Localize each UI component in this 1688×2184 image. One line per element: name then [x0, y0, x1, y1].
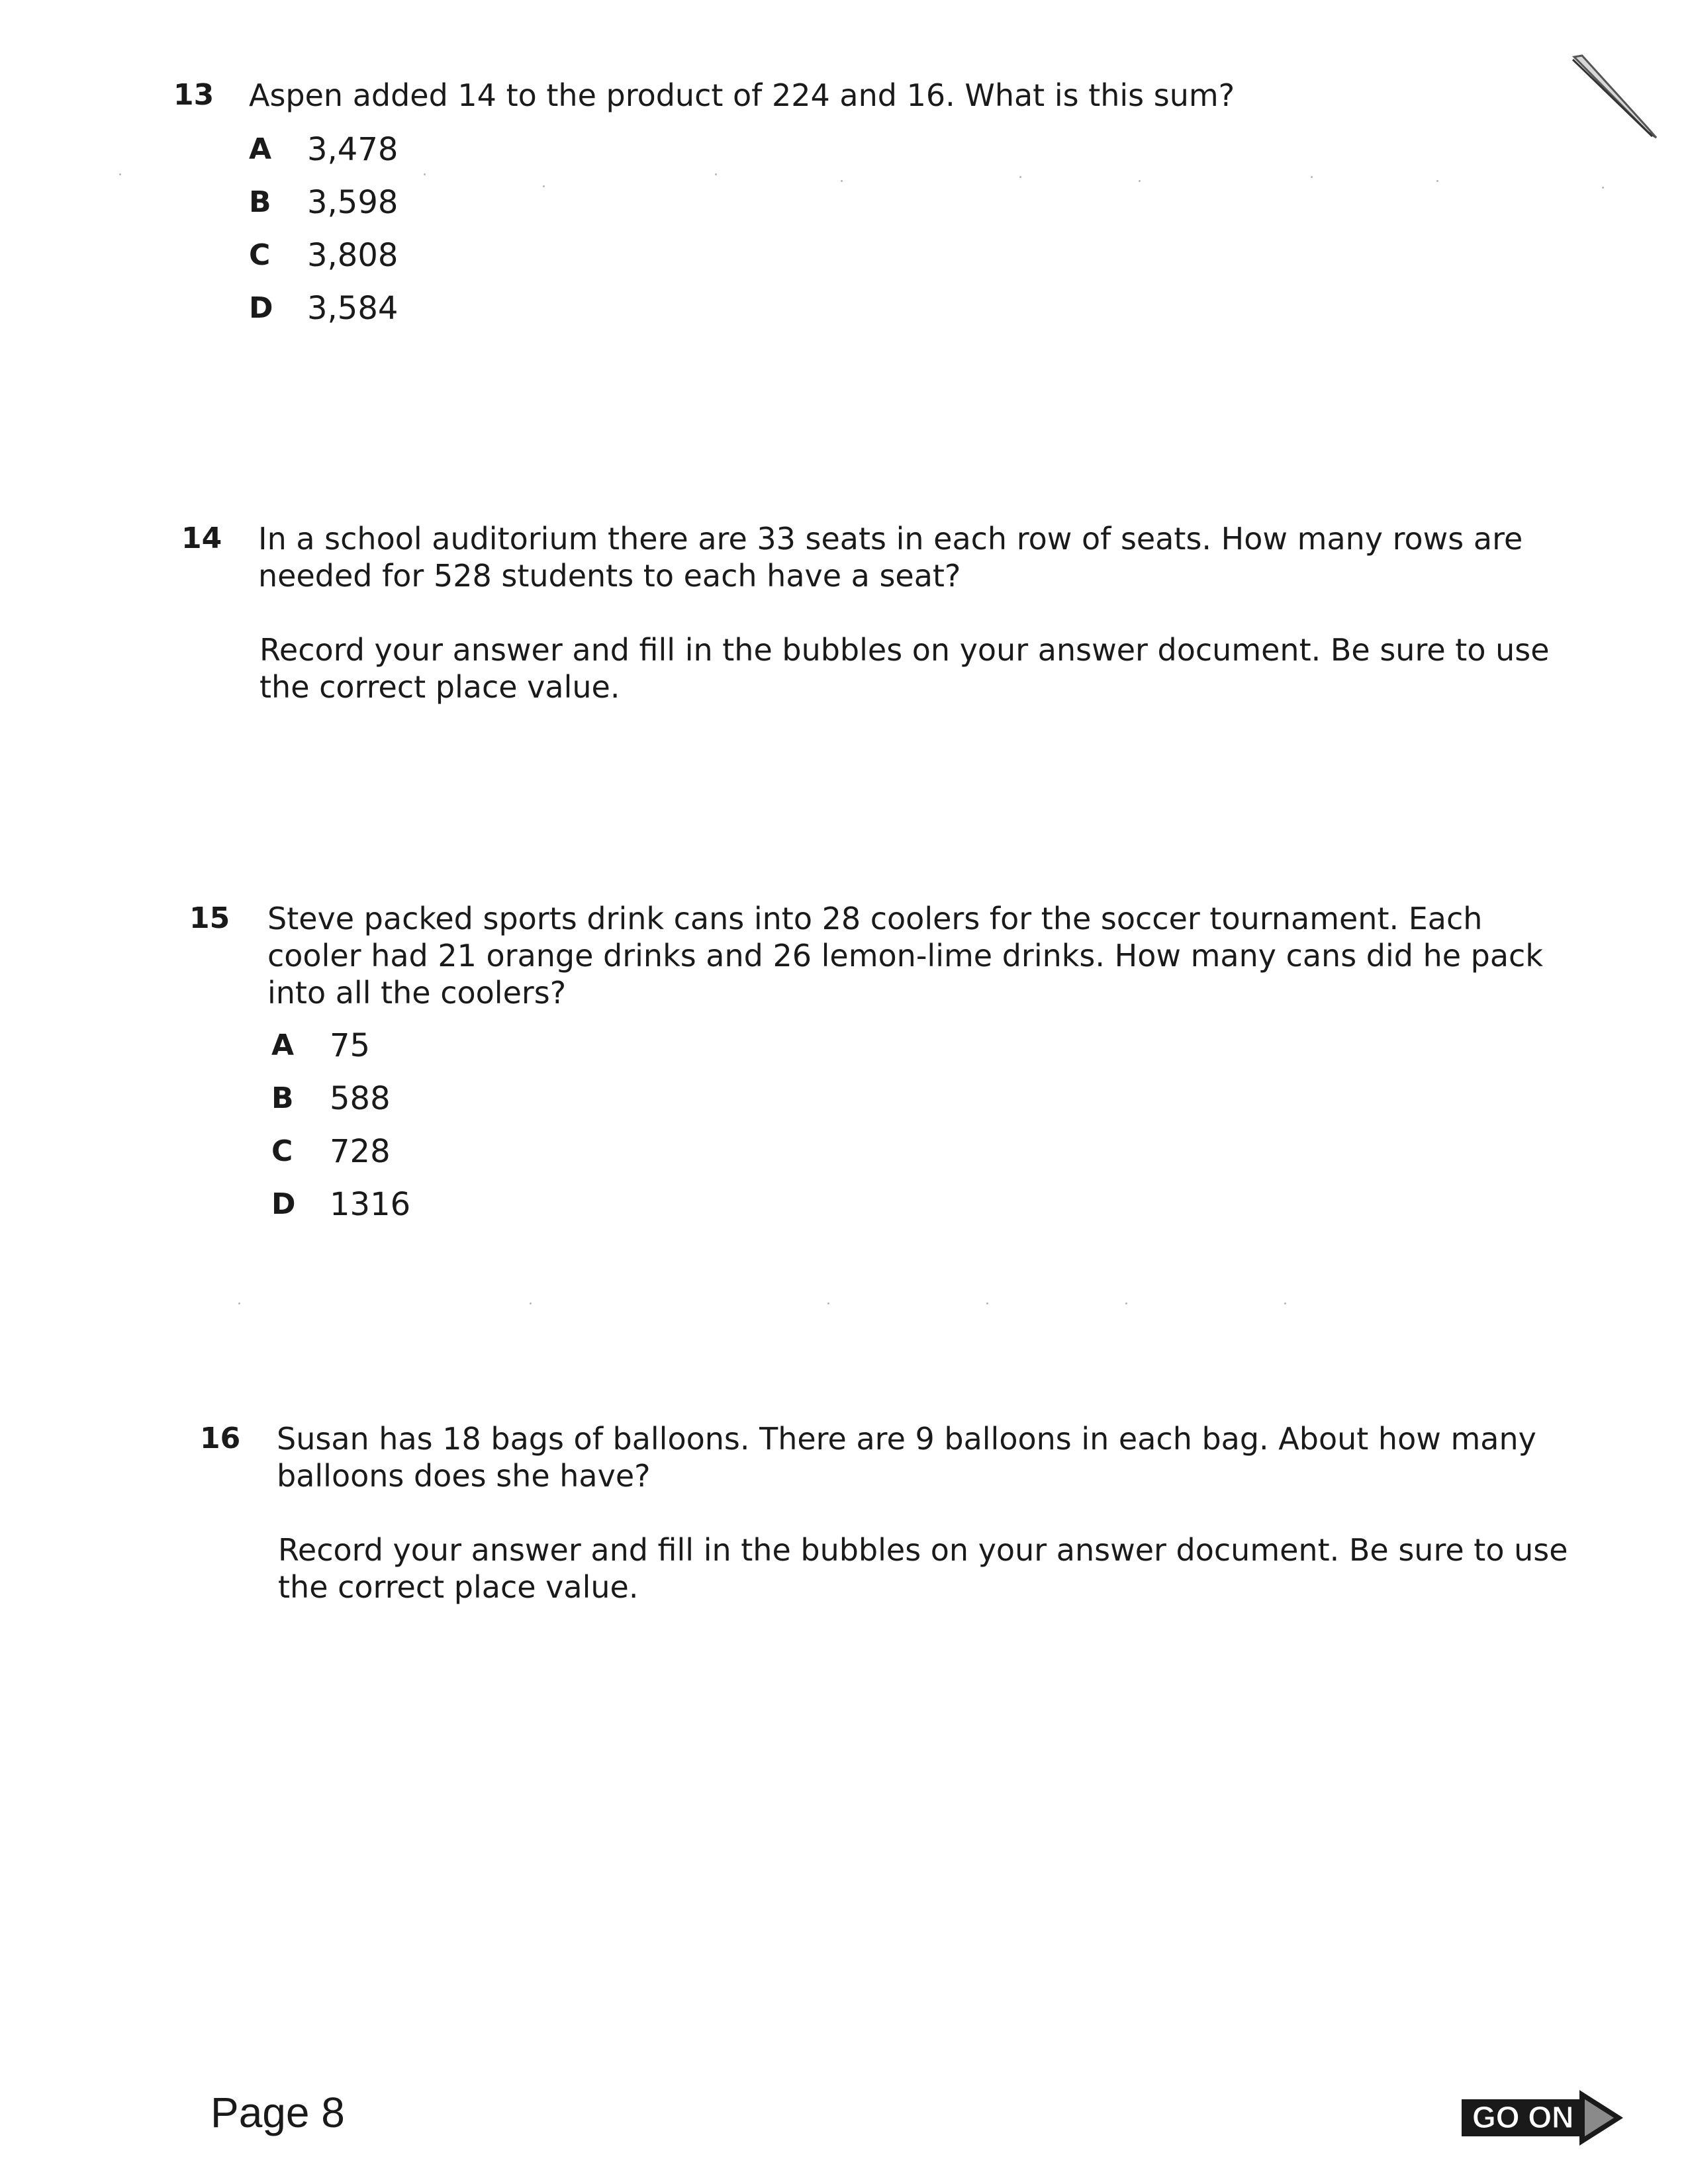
choice-letter: D: [271, 1187, 296, 1221]
question-text-line: needed for 528 students to each have a seat?: [258, 558, 961, 594]
scan-speck: [1602, 187, 1604, 189]
answer-choice-a[interactable]: [271, 1027, 1646, 1080]
instruction-line: the correct place value.: [259, 669, 620, 705]
answer-choice-c[interactable]: [271, 1133, 1646, 1186]
question-text-line: Aspen added 14 to the product of 224 and 16. What is this sum?: [249, 77, 1235, 113]
instruction-line: Record your answer and fill in the bubbles on your answer document. Be sure to use: [278, 1532, 1568, 1568]
choice-value: 75: [330, 1027, 371, 1064]
question-text-line: Susan has 18 bags of balloons. There are 9 balloons in each bag. About how many: [277, 1421, 1536, 1457]
scan-speck: [827, 1302, 829, 1304]
scan-speck: [1436, 180, 1438, 182]
scan-speck: [841, 180, 843, 182]
question-number: 15: [189, 901, 230, 935]
question-15: [189, 900, 1646, 1239]
choice-value: 1316: [330, 1186, 411, 1223]
question-text-line: cooler had 21 orange drinks and 26 lemon-lime drinks. How many cans did he pack: [267, 938, 1543, 974]
question-text: [249, 77, 1630, 114]
go-on-arrow-icon: [1462, 2090, 1626, 2146]
answer-instructions: [278, 1531, 1656, 1606]
choice-value: 588: [330, 1080, 391, 1117]
answer-choice-c[interactable]: [249, 237, 1630, 290]
scan-speck: [1139, 180, 1141, 182]
scan-speck: [119, 173, 121, 175]
choice-letter: C: [271, 1134, 293, 1168]
answer-choice-a[interactable]: [249, 131, 1630, 184]
choice-value: 3,478: [307, 131, 399, 168]
scan-speck: [543, 185, 545, 187]
choice-value: 3,808: [307, 237, 399, 274]
question-number: 14: [181, 522, 222, 555]
instruction-line: the correct place value.: [278, 1569, 639, 1605]
choice-letter: D: [249, 291, 273, 325]
go-on-label: GO ON: [1472, 2100, 1574, 2134]
question-text: [267, 900, 1646, 1011]
choice-letter: A: [271, 1028, 295, 1062]
question-text-line: Steve packed sports drink cans into 28 coolers for the soccer tournament. Each: [267, 901, 1483, 936]
question-number: 16: [200, 1422, 241, 1455]
choice-letter: B: [249, 185, 271, 219]
choice-letter: A: [249, 132, 272, 166]
answer-choice-d[interactable]: [271, 1186, 1646, 1239]
choice-letter: C: [249, 238, 271, 272]
instruction-line: Record your answer and fill in the bubbles on your answer document. Be sure to use: [259, 632, 1550, 668]
answer-instructions: [259, 631, 1638, 705]
choice-value: 728: [330, 1133, 391, 1170]
answer-choices: [249, 131, 1630, 343]
scan-speck: [238, 1302, 240, 1304]
scan-speck: [1125, 1302, 1127, 1304]
answer-choice-b[interactable]: [249, 184, 1630, 237]
question-number: 13: [173, 78, 214, 112]
question-text-line: In a school auditorium there are 33 seats in each row of seats. How many rows are: [258, 521, 1523, 557]
scan-speck: [530, 1302, 532, 1304]
answer-choice-d[interactable]: [249, 290, 1630, 343]
question-16: [200, 1420, 1656, 1606]
scan-speck: [1311, 176, 1313, 178]
scan-speck: [986, 1302, 988, 1304]
question-text-line: balloons does she have?: [277, 1458, 651, 1494]
choice-value: 3,584: [307, 290, 399, 327]
answer-choices: [271, 1027, 1646, 1239]
choice-letter: B: [271, 1081, 294, 1115]
scan-speck: [715, 173, 717, 175]
question-text-line: into all the coolers?: [267, 975, 567, 1011]
question-14: [181, 520, 1638, 705]
choice-value: 3,598: [307, 184, 399, 221]
answer-choice-b[interactable]: [271, 1080, 1646, 1133]
question-text: [277, 1420, 1656, 1494]
scan-speck: [424, 173, 426, 175]
scan-speck: [1019, 176, 1021, 178]
question-text: [258, 520, 1638, 594]
page-number: Page 8: [211, 2089, 345, 2136]
scan-speck: [1284, 1302, 1286, 1304]
question-13: [173, 77, 1630, 343]
